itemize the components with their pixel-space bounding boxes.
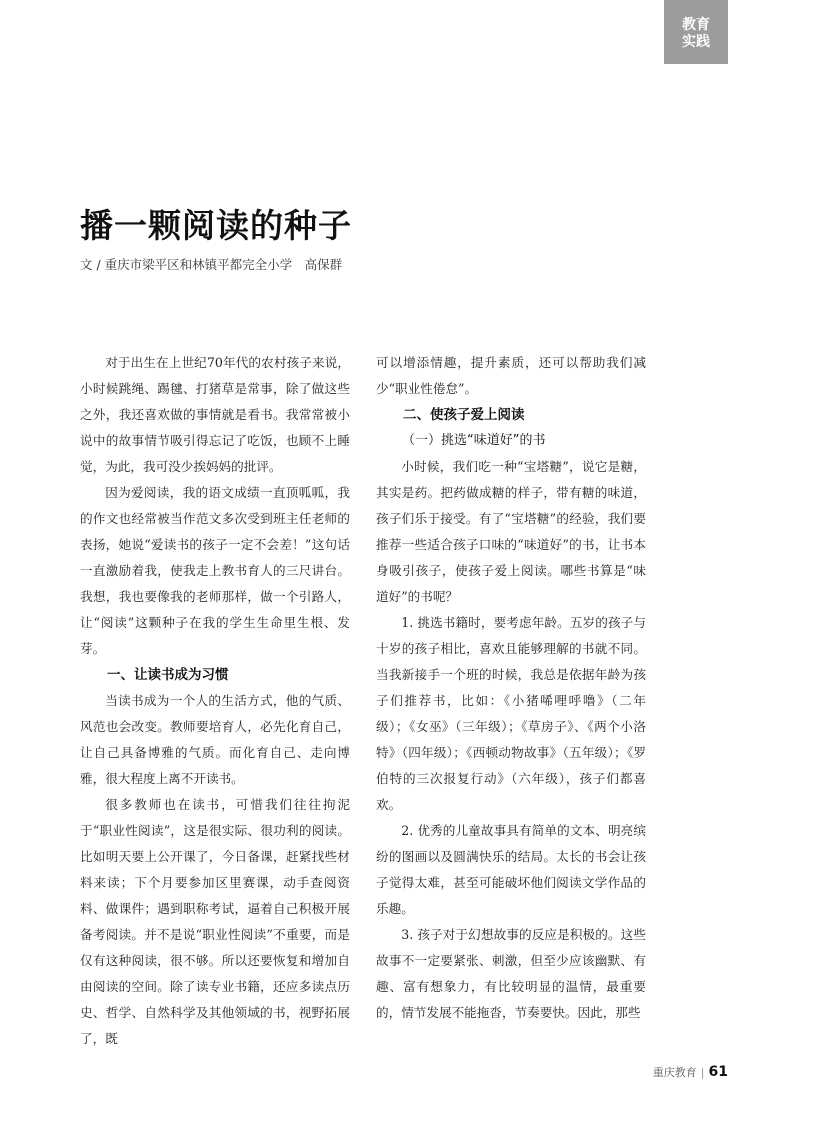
article-title: 播一颗阅读的种子 xyxy=(80,206,352,245)
magazine-name: 重庆教育 xyxy=(652,1066,697,1079)
right-column-paragraph: 可以增添情趣，提升素质，还可以帮助我们减少“职业性倦怠”。 xyxy=(376,355,646,396)
right-column-heading: 二、使孩子爱上阅读 xyxy=(403,407,525,423)
section-tab xyxy=(664,0,728,64)
right-column xyxy=(376,350,646,1026)
left-column-paragraph: 很多教师也在读书，可惜我们往往拘泥于“职业性阅读”，这是很实际、很功利的阅读。比如明天要上公开课了，今日备课，赶紧找些材料来读；下个月要参加区里赛课，动手查阅资料、做课件；遇到职称考试，逼着自己积极开展备考阅读。并不是说“职业性阅读”不重要，而是仅有这种阅读，很不够。所以还要恢复和增加自由阅读的空间。除了读专业书籍，还应多读点历史、哲学、自然科学及其他领域的书，视野拓展了，既 xyxy=(80,797,350,1046)
right-column-paragraph: 1. 挑选书籍时，要考虑年龄。五岁的孩子与十岁的孩子相比，喜欢且能够理解的书就不同。当我新接手一个班的时候，我总是依据年龄为孩子们推荐书，比如：《小猪唏哩呼噜》（二年级）；《女巫》（三年级）；《草房子》、《两个小洛特》（四年级）；《西顿动物故事》（五年级）；《罗伯特的三次报复行动》（六年级），孩子们都喜欢。 xyxy=(376,615,646,812)
section-tab-line-2: 实践 xyxy=(682,34,710,50)
footer-separator: | xyxy=(700,1066,705,1079)
right-column-paragraph: 2. 优秀的儿童故事具有简单的文本、明亮缤纷的图画以及圆满快乐的结局。太长的书会让孩子觉得太难，甚至可能破坏他们阅读文学作品的乐趣。 xyxy=(376,823,646,916)
right-column-paragraph: 3. 孩子对于幻想故事的反应是积极的。这些故事不一定要紧张、刺激，但至少应该幽默、有趣、富有想象力，有比较明显的温情，最重要的，情节发展不能拖沓，节奏要快。因此，那些 xyxy=(376,927,646,1020)
right-column-paragraph: 小时候，我们吃一种“宝塔糖”，说它是糖，其实是药。把药做成糖的样子，带有糖的味道，孩子们乐于接受。有了“宝塔糖”的经验，我们要推荐一些适合孩子口味的“味道好”的书，让书本身吸引孩子，使孩子爱上阅读。哪些书算是“味道好”的书呢？ xyxy=(376,459,646,604)
page-footer xyxy=(600,1064,728,1080)
left-column-paragraph: 因为爱阅读，我的语文成绩一直顶呱呱，我的作文也经常被当作范文多次受到班主任老师的表扬，她说“爱读书的孩子一定不会差！”这句话一直激励着我，使我走上教书育人的三尺讲台。我想，我也要像我的老师那样，做一个引路人，让“阅读”这颗种子在我的学生生命里生根、发芽。 xyxy=(80,485,350,656)
left-column-heading: 一、让读书成为习惯 xyxy=(107,667,229,683)
page-number: 61 xyxy=(708,1064,728,1080)
article-byline: 文 / 重庆市梁平区和林镇平都完全小学 高保群 xyxy=(80,257,343,272)
left-column xyxy=(80,350,350,1052)
left-column-paragraph: 当读书成为一个人的生活方式，他的气质、风范也会改变。教师要培育人，必先化育自己，让自己具备博雅的气质。而化育自己、走向博雅，很大程度上离不开读书。 xyxy=(80,693,350,786)
left-column-paragraph: 对于出生在上世纪70年代的农村孩子来说，小时候跳绳、踢毽、打猪草是常事，除了做这些之外，我还喜欢做的事情就是看书。我常常被小说中的故事情节吸引得忘记了吃饭，也顾不上睡觉，为此，我可没少挨妈妈的批评。 xyxy=(80,355,350,474)
section-tab-line-1: 教育 xyxy=(682,17,710,33)
right-column-subheading: （一）挑选“味道好”的书 xyxy=(402,433,546,448)
